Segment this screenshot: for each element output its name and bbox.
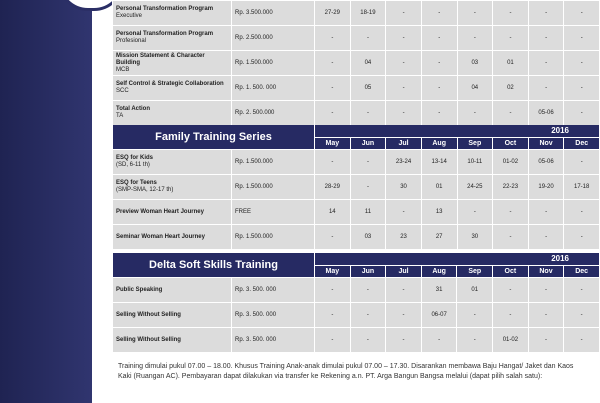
price-cell: Rp. 2. 500.000 [232, 101, 314, 125]
program-section [112, 0, 600, 126]
table-row [113, 225, 599, 249]
date-cell: 04 [351, 51, 386, 75]
date-cell: 23 [386, 225, 421, 249]
date-cell: - [315, 101, 350, 125]
price-cell: FREE [232, 200, 314, 224]
program-code: TA [116, 113, 124, 119]
date-cell: - [493, 101, 528, 125]
table-row [113, 200, 599, 224]
date-cell: - [386, 278, 421, 302]
program-code: SCC [116, 88, 129, 94]
date-cell: - [315, 150, 350, 174]
date-cell: 13 [422, 200, 457, 224]
date-cell: 05 [351, 76, 386, 100]
month-header: Oct [493, 266, 528, 278]
program-name-cell [113, 51, 231, 75]
date-cell: - [529, 328, 564, 352]
month-header: Jun [351, 138, 386, 150]
date-cell: - [422, 101, 457, 125]
left-sidebar-band [0, 0, 92, 403]
price-cell: Rp. 3. 500. 000 [232, 328, 314, 352]
month-header: Jun [351, 266, 386, 278]
date-cell: - [564, 225, 599, 249]
date-cell: 24-25 [458, 175, 493, 199]
program-name-cell [113, 101, 231, 125]
date-cell: - [529, 26, 564, 50]
program-name-cell [113, 328, 231, 352]
date-cell: - [351, 101, 386, 125]
date-cell: - [315, 278, 350, 302]
program-name-cell [113, 1, 231, 25]
program-name-cell [113, 76, 231, 100]
date-cell: - [422, 1, 457, 25]
month-header: Nov [529, 266, 564, 278]
table-row [113, 1, 599, 25]
date-cell: - [564, 200, 599, 224]
date-cell: 22-23 [493, 175, 528, 199]
program-name-cell [113, 200, 231, 224]
date-cell: 30 [386, 175, 421, 199]
date-cell: 30 [458, 225, 493, 249]
program-name: ESQ for Teens [116, 180, 157, 186]
date-cell: 01 [493, 51, 528, 75]
date-cell: 06-07 [422, 303, 457, 327]
program-name: Preview Woman Heart Journey [116, 208, 204, 215]
date-cell: - [458, 1, 493, 25]
table-row [113, 278, 599, 302]
month-header: Sep [457, 266, 492, 278]
month-header: Nov [529, 138, 564, 150]
date-cell: - [493, 200, 528, 224]
date-cell: - [422, 76, 457, 100]
date-cell: 17-18 [564, 175, 599, 199]
date-cell: - [493, 303, 528, 327]
date-cell: - [315, 303, 350, 327]
date-cell: 03 [351, 225, 386, 249]
date-cell: - [564, 278, 599, 302]
family-table [112, 124, 600, 250]
program-name: Total Action [116, 106, 150, 112]
program-code: Profesional [116, 38, 147, 44]
month-header: Jul [386, 266, 421, 278]
date-cell: 02 [493, 76, 528, 100]
table-row [113, 328, 599, 352]
date-cell: 18-19 [351, 1, 386, 25]
date-cell: - [529, 200, 564, 224]
delta-table [112, 252, 600, 353]
family-title: Family Training Series [113, 125, 314, 149]
program-name: Public Speaking [116, 286, 163, 293]
date-cell: - [493, 26, 528, 50]
month-header: Aug [422, 266, 457, 278]
date-cell: 31 [422, 278, 457, 302]
date-cell: - [493, 225, 528, 249]
program-name: Personal Transformation Program [116, 6, 214, 12]
program-code: (SMP-SMA, 12-17 th) [116, 187, 174, 193]
program-name: Seminar Woman Heart Journey [116, 233, 205, 240]
date-cell: - [315, 76, 350, 100]
program-name-cell [113, 26, 231, 50]
program-name-cell [113, 150, 231, 174]
price-cell: Rp. 2.500.000 [232, 26, 314, 50]
program-name-cell [113, 303, 231, 327]
family-section [112, 124, 600, 250]
program-name-cell [113, 278, 231, 302]
program-name: Selling Without Selling [116, 311, 181, 318]
date-cell: 11 [351, 200, 386, 224]
date-cell: - [315, 26, 350, 50]
table-row [113, 76, 599, 100]
price-cell: Rp. 1.500.000 [232, 150, 314, 174]
date-cell: - [458, 101, 493, 125]
date-cell: 01 [457, 278, 492, 302]
program-name: Self Control & Strategic Collaboration [116, 81, 224, 87]
price-cell: Rp. 1.500.000 [232, 225, 314, 249]
month-header: May [315, 266, 350, 278]
price-cell: Rp. 3.500.000 [232, 1, 314, 25]
date-cell: - [564, 303, 599, 327]
footer-note: Training dimulai pukul 07.00 – 18.00. Khusus Training Anak-anak dimulai pukul 07.00 – 17.30. Disarankan membawa Baju Hangat/ Jaket dan Kaos Kaki (Ruangan AC). Pembayaran dapat dilakukan via transfer ke Rekening a.n. PT. Arga Bangun Bangsa melalui (dapat pilih salah satu): [118, 363, 574, 380]
date-cell: 28-29 [315, 175, 350, 199]
date-cell: - [386, 76, 421, 100]
date-cell: 01 [422, 175, 457, 199]
delta-year: 2016 [315, 253, 599, 265]
date-cell: - [529, 303, 564, 327]
date-cell: 27 [422, 225, 457, 249]
date-cell: - [529, 225, 564, 249]
schedule-sheet [112, 0, 600, 403]
date-cell: - [315, 328, 350, 352]
price-cell: Rp. 1.500.000 [232, 51, 314, 75]
table-row [113, 26, 599, 50]
date-cell: - [458, 26, 493, 50]
date-cell: - [386, 200, 421, 224]
program-code: (SD, 6-11 th) [116, 162, 150, 168]
date-cell: - [386, 51, 421, 75]
price-cell: Rp. 1.500.000 [232, 175, 314, 199]
family-year: 2016 [315, 125, 599, 137]
date-cell: 13-14 [422, 150, 457, 174]
price-cell: Rp. 3. 500. 000 [232, 303, 314, 327]
date-cell: 27-29 [315, 1, 350, 25]
date-cell: - [351, 328, 386, 352]
table-row [113, 303, 599, 327]
date-cell: 19-20 [529, 175, 564, 199]
date-cell: - [386, 1, 421, 25]
date-cell: - [422, 51, 457, 75]
date-cell: - [351, 26, 386, 50]
date-cell: - [422, 328, 457, 352]
program-name-cell [113, 225, 231, 249]
date-cell: - [529, 278, 564, 302]
price-cell: Rp. 1. 500. 000 [232, 76, 314, 100]
date-cell: 04 [458, 76, 493, 100]
program-name: Mission Statement & Character Building [116, 52, 205, 66]
month-header: May [315, 138, 350, 150]
table-row [113, 175, 599, 199]
month-header: Sep [458, 138, 493, 150]
date-cell: - [529, 51, 564, 75]
month-header: Jul [386, 138, 421, 150]
date-cell: - [457, 303, 492, 327]
date-cell: 01-02 [493, 150, 528, 174]
month-header: Dec [564, 138, 599, 150]
date-cell: - [315, 51, 350, 75]
date-cell: 05-06 [529, 150, 564, 174]
date-cell: - [493, 1, 528, 25]
date-cell: - [386, 26, 421, 50]
date-cell: - [386, 101, 421, 125]
date-cell: - [564, 26, 599, 50]
month-header: Oct [493, 138, 528, 150]
program-table [112, 0, 600, 126]
date-cell: - [386, 303, 421, 327]
date-cell: 23-24 [386, 150, 421, 174]
date-cell: 03 [458, 51, 493, 75]
month-header: Aug [422, 138, 457, 150]
date-cell: - [564, 328, 599, 352]
date-cell: - [529, 1, 564, 25]
delta-title: Delta Soft Skills Training [113, 253, 314, 277]
table-row [113, 51, 599, 75]
date-cell: - [351, 175, 386, 199]
program-name: Personal Transformation Program [116, 31, 214, 37]
table-row [113, 150, 599, 174]
program-code: Executive [116, 13, 143, 19]
date-cell: - [351, 150, 386, 174]
date-cell: - [386, 328, 421, 352]
program-name-cell [113, 175, 231, 199]
date-cell: - [351, 278, 386, 302]
date-cell: 01-02 [493, 328, 528, 352]
date-cell: - [457, 328, 492, 352]
date-cell: 05-06 [529, 101, 564, 125]
price-cell: Rp. 3. 500. 000 [232, 278, 314, 302]
date-cell: - [458, 200, 493, 224]
program-name: Selling Without Selling [116, 336, 181, 343]
date-cell: 10-11 [458, 150, 493, 174]
date-cell: 14 [315, 200, 350, 224]
date-cell: - [564, 101, 599, 125]
program-code: MCB [116, 66, 130, 73]
date-cell: - [564, 150, 599, 174]
month-header: Dec [564, 266, 599, 278]
date-cell: - [351, 303, 386, 327]
date-cell: - [422, 26, 457, 50]
delta-section [112, 252, 600, 353]
date-cell: - [564, 1, 599, 25]
date-cell: - [529, 76, 564, 100]
date-cell: - [564, 76, 599, 100]
date-cell: - [493, 278, 528, 302]
date-cell: - [315, 225, 350, 249]
date-cell: - [564, 51, 599, 75]
program-name: ESQ for Kids [116, 155, 154, 161]
table-row [113, 101, 599, 125]
